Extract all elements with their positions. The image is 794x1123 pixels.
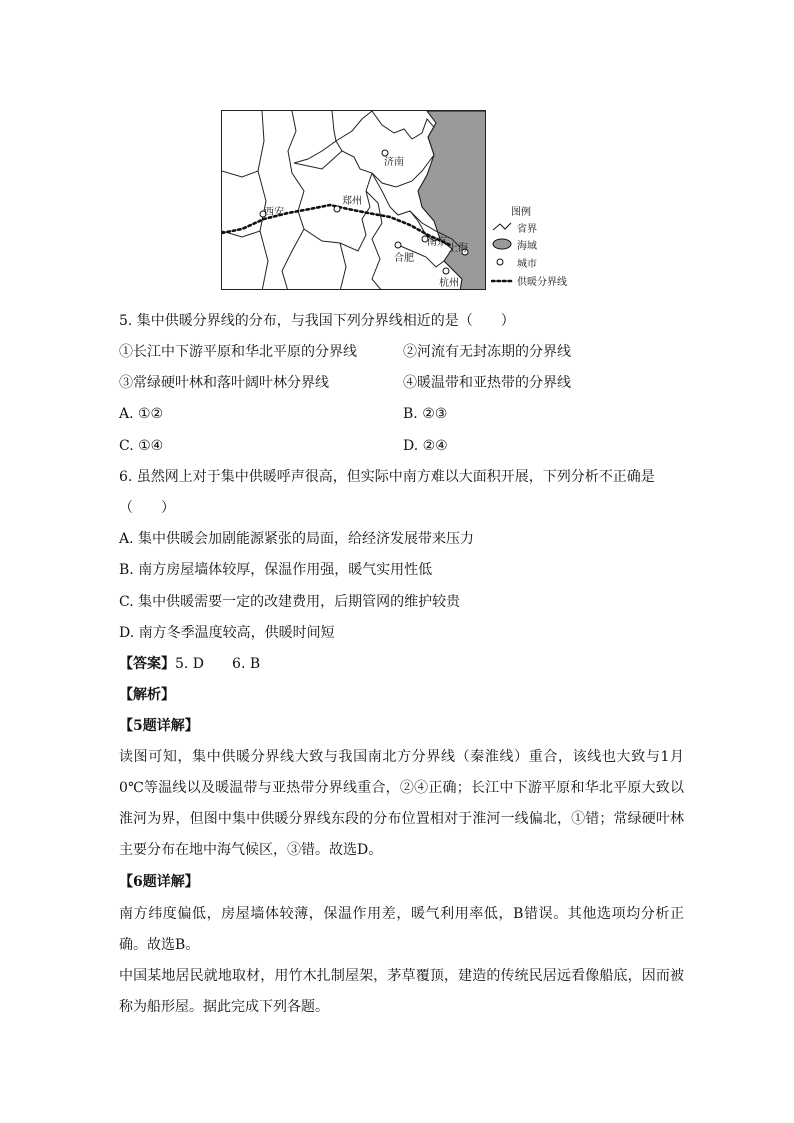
next-question-intro: 中国某地居民就地取材，用竹木扎制屋架，茅草覆顶，建造的传统民居远看像船底，因而被称为船形屋。据此完成下列各题。	[119, 968, 684, 1015]
hubei-border	[282, 229, 304, 290]
q6-option-a: A. 集中供暖会加剧能源紧张的局面，给经济发展带来压力	[119, 531, 475, 547]
legend-title: 图例	[511, 207, 531, 218]
q5-option-b: B. ②③	[403, 406, 448, 422]
q5-statement-2: ②河流有无封冻期的分界线	[403, 344, 571, 360]
q5-option-a: A. ①②	[119, 406, 164, 422]
q5-option-c: C. ①④	[119, 438, 164, 454]
shandong-border	[336, 111, 434, 187]
city-label-jinan: 济南	[384, 157, 404, 168]
answer-line	[119, 654, 260, 674]
q5-statement-1: ①长江中下游平原和华北平原的分界线	[119, 344, 357, 360]
q5-option-d: D. ②④	[403, 438, 448, 454]
jiangxi-border	[340, 243, 346, 290]
q6-detail-label: 【6题详解】	[119, 874, 199, 890]
q5-detail-text: 读图可知，集中供暖分界线大致与我国南北方分界线（秦淮线）重合，该线也大致与1月0℃等温线以及暖温带与亚热带分界线重合，②④正确；长江中下游平原和华北平原大致以淮河为界，但图中集中供暖分界线东段的分布位置相对于淮河一线偏北，①错；常绿硬叶林主要分布在地中海气候区，③错。故选D。	[119, 749, 684, 858]
q6-detail-text: 南方纬度偏低，房屋墙体较薄，保温作用差，暖气利用率低，B错误。其他选项均分析正确。故选B。	[119, 906, 684, 953]
q5-statement-3: ③常绿硬叶林和落叶阔叶林分界线	[119, 375, 329, 391]
hebei-border	[294, 111, 336, 163]
q6-option-b: B. 南方房屋墙体较厚，保温作用强，暖气实用性低	[119, 562, 433, 578]
q6-paren: （ ）	[119, 500, 175, 516]
q5-statement-4: ④暖温带和亚热带的分界线	[403, 375, 571, 391]
answer-value: 5. D 6. B	[175, 656, 261, 672]
city-label-xian: 西安	[264, 207, 284, 218]
anhui-border	[366, 191, 382, 290]
q6-option-d: D. 南方冬季温度较高，供暖时间短	[119, 625, 335, 641]
shanxi-border	[258, 111, 268, 290]
q5-detail-label: 【5题详解】	[119, 718, 199, 734]
analysis-label: 【解析】	[119, 687, 175, 703]
city-label-hefei: 合肥	[394, 253, 414, 264]
answer-label: 【答案】	[119, 656, 175, 672]
misc-border-1	[222, 171, 258, 177]
city-label-zhengzhou: 郑州	[342, 196, 362, 207]
q6-option-c: C. 集中供暖需要一定的改建费用，后期管网的维护较贵	[119, 594, 461, 610]
city-label-nanjing: 南京	[427, 237, 447, 248]
city-label-shanghai: 上海	[448, 243, 468, 254]
q5-stem: 5. 集中供暖分界线的分布，与我国下列分界线相近的是（ ）	[119, 313, 515, 329]
q6-stem: 6. 虽然网上对于集中供暖呼声很高，但实际中南方难以大面积开展，下列分析不正确是	[119, 469, 655, 485]
henan-border	[288, 111, 372, 251]
city-dot-hefei	[395, 242, 401, 248]
heating-boundary-map	[221, 110, 486, 290]
city-label-hangzhou: 杭州	[439, 278, 459, 289]
city-dot-zhengzhou	[334, 206, 340, 212]
